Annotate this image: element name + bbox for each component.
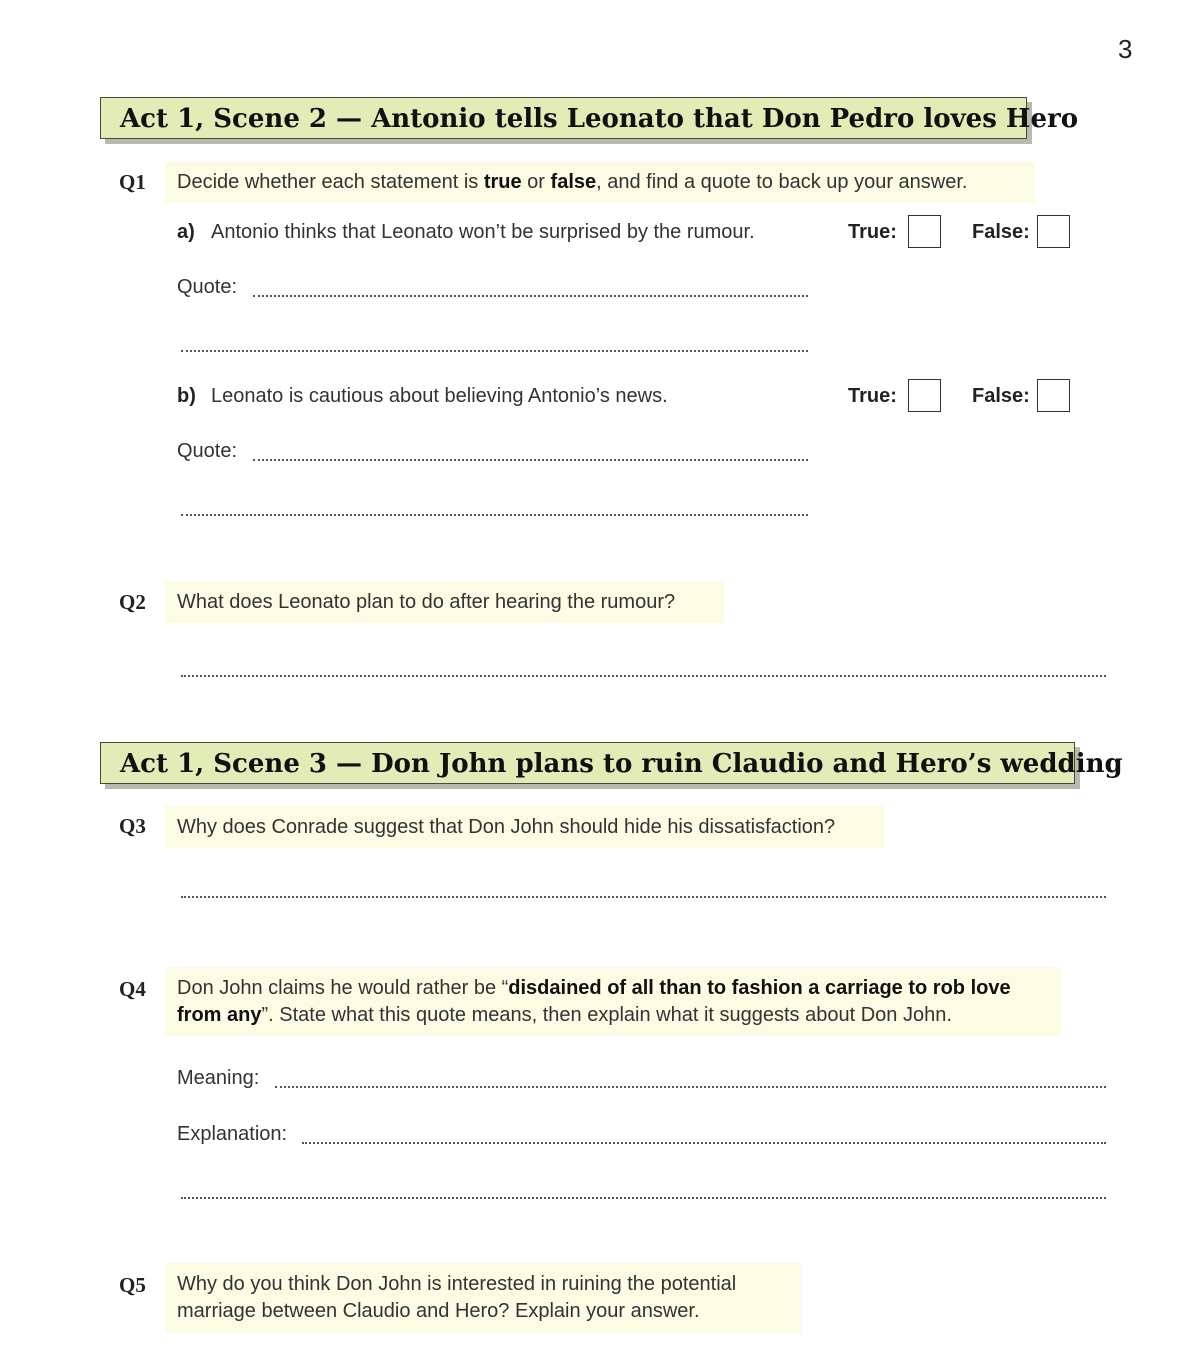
question-number-q2: Q2 bbox=[119, 590, 146, 614]
q1a-false-label: False: bbox=[972, 221, 1030, 243]
question-number-q5: Q5 bbox=[119, 1273, 146, 1297]
q1-prompt: Decide whether each statement is true or false, and find a quote to back up your answer. bbox=[165, 162, 1035, 203]
q4-meaning-label: Meaning: bbox=[177, 1067, 260, 1089]
question-number-q3: Q3 bbox=[119, 814, 146, 838]
q1a-quote-line-2[interactable] bbox=[181, 350, 808, 352]
q1a-false-checkbox[interactable] bbox=[1037, 215, 1070, 248]
q2-prompt: What does Leonato plan to do after hearing the rumour? bbox=[165, 581, 724, 623]
q3-prompt: Why does Conrade suggest that Don John should hide his dissatisfaction? bbox=[165, 806, 884, 848]
q1b-true-checkbox[interactable] bbox=[908, 379, 941, 412]
q1b-quote-line-1[interactable] bbox=[253, 459, 808, 461]
section-heading-act1-scene2: Act 1, Scene 2 — Antonio tells Leonato that Don Pedro loves Hero bbox=[100, 97, 1027, 139]
q1-part-b-letter: b) bbox=[177, 385, 196, 407]
q1b-false-checkbox[interactable] bbox=[1037, 379, 1070, 412]
q1b-quote-line-2[interactable] bbox=[181, 514, 808, 516]
q4-explanation-line-2[interactable] bbox=[181, 1197, 1106, 1199]
q4-meaning-line[interactable] bbox=[275, 1086, 1106, 1088]
q2-answer-line[interactable] bbox=[181, 675, 1106, 677]
question-number-q4: Q4 bbox=[119, 977, 146, 1001]
section-heading-act1-scene3: Act 1, Scene 3 — Don John plans to ruin Claudio and Hero’s wedding bbox=[100, 742, 1075, 784]
q5-prompt bbox=[165, 1263, 801, 1333]
q1b-true-label: True: bbox=[848, 385, 897, 407]
q4-explanation-line-1[interactable] bbox=[302, 1142, 1106, 1144]
q4-explanation-label: Explanation: bbox=[177, 1123, 288, 1145]
page-number: 3 bbox=[1118, 34, 1133, 64]
q1b-false-label: False: bbox=[972, 385, 1030, 407]
q5-prompt-line-2: marriage between Claudio and Hero? Explain your answer. bbox=[177, 1300, 700, 1322]
q1a-quote-label: Quote: bbox=[177, 276, 238, 298]
q4-prompt: Don John claims he would rather be “disdained of all than to fashion a carriage to rob love from any”. State what this quote means, then explain what it suggests about Don John. bbox=[165, 967, 1061, 1036]
question-number-q1: Q1 bbox=[119, 170, 146, 194]
q3-answer-line[interactable] bbox=[181, 896, 1106, 898]
q1a-true-checkbox[interactable] bbox=[908, 215, 941, 248]
q1b-quote-label: Quote: bbox=[177, 440, 238, 462]
q1a-true-label: True: bbox=[848, 221, 897, 243]
q1a-quote-line-1[interactable] bbox=[253, 295, 808, 297]
q5-prompt-line-1: Why do you think Don John is interested in ruining the potential bbox=[177, 1273, 737, 1295]
q1-part-a-statement: Antonio thinks that Leonato won’t be surprised by the rumour. bbox=[211, 221, 755, 243]
q1-part-b-statement: Leonato is cautious about believing Antonio’s news. bbox=[211, 385, 668, 407]
q1-part-a-letter: a) bbox=[177, 221, 195, 243]
